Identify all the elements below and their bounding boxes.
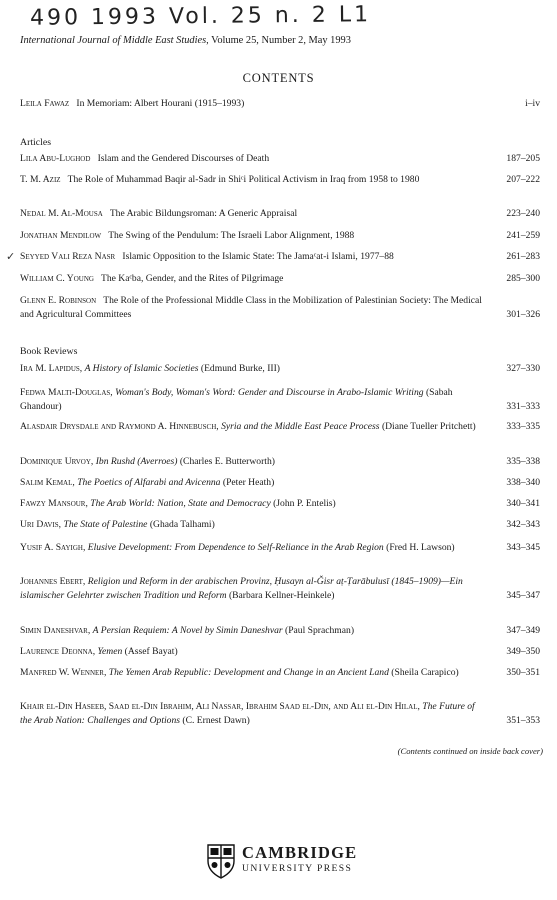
review-author: Khair el-Din Haseeb, Saad el-Din Ibrahim, Ali Nassar, Ibrahim Saad el-Din, and Ali el-Din Hilal, [20,701,420,712]
entry-pages: 345–347 [506,590,540,602]
shield-icon [206,843,236,879]
entry-text [20,420,540,434]
reviewer-name: (John P. Entelis) [273,498,336,509]
entry-pages: 187–205 [506,153,540,164]
entry-pages: 335–338 [506,456,540,467]
article-entry [20,229,540,243]
review-entry [20,624,540,638]
journal-name: International Journal of Middle East Studies, [20,35,209,46]
reviewer-name: (Assef Bayat) [124,646,178,657]
publisher-name: CAMBRIDGE [242,843,358,862]
entry-text [20,229,540,243]
article-entry [20,173,540,187]
entry-author: Nedal M. Al-Mousa [20,208,103,219]
review-entry [20,700,540,729]
review-book-title: A History of Islamic Societies [84,363,199,374]
entry-text [20,624,540,638]
reviewer-name: (Paul Sprachman) [285,625,355,636]
review-book-title: Syria and the Middle East Peace Process [221,421,380,432]
entry-text [20,272,540,286]
entry-text [20,250,540,264]
entry-author: Leila Fawaz [20,98,70,109]
reviewer-name: (Barbara Kellner-Heinkele) [228,590,335,602]
entry-text [20,152,540,166]
review-author: Uri Davis, [20,519,62,530]
entry-text [20,173,540,187]
article-entry [20,272,540,286]
entry-pages: 333–335 [506,421,540,432]
entry-title: Islam and the Gendered Discourses of Death [97,153,270,164]
review-book-title: The Future of the Arab Nation: Challenges and Options [20,701,475,727]
entry-author: Jonathan Mendilow [20,230,102,241]
entry-text [20,541,540,555]
reviewer-name: (Fred H. Lawson) [386,542,455,553]
entry-pages: 241–259 [506,230,540,241]
entry-pages: 327–330 [506,363,540,374]
handwritten-call-number: 490 1993 Vol. 25 n. 2 L1 [29,2,372,31]
entry-pages: 347–349 [506,625,540,636]
entry-text [20,455,540,469]
review-entry [20,645,540,659]
review-book-title: The State of Palestine [63,519,148,530]
entry-text [20,666,540,680]
memoriam-entry [20,97,540,111]
entry-pages: 223–240 [506,208,540,219]
review-book-title: Elusive Development: From Dependence to Self-Reliance in the Arab Region [87,542,384,553]
reviewer-name: (Diane Tueller Pritchett) [381,421,476,432]
entry-title: The Swing of the Pendulum: The Israeli Labor Alignment, 1988 [108,230,355,241]
review-entry [20,541,540,555]
review-entry [20,455,540,469]
review-book-title: Yemen [97,646,123,657]
journal-citation [20,35,351,46]
review-entry [20,497,540,511]
article-entry [20,294,540,323]
entry-pages: 331–333 [506,401,540,413]
reviewer-name: (Charles E. Butterworth) [179,456,275,467]
entry-text [20,645,540,659]
entry-pages: 350–351 [506,667,540,678]
reviewer-name: (Peter Heath) [222,477,275,488]
entry-title: The Role of Muhammad Baqir al-Sadr in Shiᶜi Political Activism in Iraq from 1958 to 1980 [67,174,420,185]
entry-text [20,518,540,532]
entry-pages: 207–222 [506,174,540,185]
review-entry [20,518,540,532]
journal-issue: Volume 25, Number 2, May 1993 [208,35,351,46]
entry-pages: 338–340 [506,477,540,488]
review-author: Ira M. Lapidus, [20,363,83,374]
review-entry [20,362,540,376]
review-book-title: Religion und Reform in der arabischen Provinz, Ḥusayn al-Ǧisr aṭ-Ṭarābulusī (1845–1909)—Ein islamischer Gelehrter zwischen Tradition und Reform [20,576,463,602]
article-entry [20,207,540,221]
entry-author: Lila Abu-Lughod [20,153,91,164]
check-mark: ✓ [6,250,16,263]
articles-heading: Articles [20,137,52,148]
review-author: Laurence Deonna, [20,646,96,657]
publisher-subtitle: UNIVERSITY PRESS [242,863,353,874]
entry-text [20,700,540,729]
article-entry [20,250,540,264]
entry-author: Seyyed Vali Reza Nasr [20,251,116,262]
review-author: Fedwa Malti-Douglas, [20,387,113,398]
review-book-title: The Arab World: Nation, State and Democracy [90,498,271,509]
entry-pages: 342–343 [506,519,540,530]
entry-pages: 285–300 [506,273,540,284]
entry-pages: 261–283 [506,251,540,262]
reviews-heading: Book Reviews [20,346,78,357]
entry-title: The Kaᶜba, Gender, and the Rites of Pilgrimage [100,273,284,284]
review-author: Alasdair Drysdale and Raymond A. Hinnebusch, [20,421,219,432]
entry-pages: 340–341 [506,498,540,509]
entry-title: The Arabic Bildungsroman: A Generic Appraisal [109,208,298,219]
entry-author: William C. Young [20,273,94,284]
entry-text [20,575,540,604]
review-book-title: The Yemen Arab Republic: Development and Change in an Ancient Land [108,667,389,678]
review-author: Simin Daneshvar, [20,625,91,636]
entry-pages: 351–353 [506,715,540,727]
entry-text [20,386,540,415]
review-book-title: Woman's Body, Woman's Word: Gender and Discourse in Arabo-Islamic Writing [115,387,424,398]
entry-pages: 349–350 [506,646,540,657]
review-author: Fawzy Mansour, [20,498,88,509]
entry-text [20,497,540,511]
entry-pages: i–iv [525,98,540,109]
entry-author: T. M. Aziz [20,174,61,185]
entry-text [20,294,540,323]
review-author: Johannes Ebert, [20,576,86,587]
contents-heading: CONTENTS [242,71,315,85]
cambridge-logo [206,843,366,883]
review-entry [20,575,540,604]
article-entry [20,152,540,166]
review-book-title: A Persian Requiem: A Novel by Simin Daneshvar [92,625,283,636]
review-author: Salim Kemal, [20,477,75,488]
review-entry [20,476,540,490]
reviewer-name: (C. Ernest Dawn) [182,715,250,727]
entry-text [20,207,540,221]
reviewer-name: (Edmund Burke, III) [200,363,281,374]
reviewer-name: (Ghada Talhami) [149,519,215,530]
entry-pages: 301–326 [506,309,540,321]
review-entry [20,420,540,434]
review-author: Manfred W. Wenner, [20,667,107,678]
entry-title: The Role of the Professional Middle Class in the Mobilization of Palestinian Society: The Medical and Agricultural Committees [20,295,482,321]
review-entry [20,386,540,415]
entry-author: Glenn E. Robinson [20,295,97,306]
reviewer-name: (Sabah Ghandour) [20,387,453,413]
review-author: Yusif A. Sayigh, [20,542,86,553]
review-book-title: The Poetics of Alfarabi and Avicenna [77,477,221,488]
entry-text [20,476,540,490]
review-entry [20,666,540,680]
entry-text [20,362,540,376]
review-author: Dominique Urvoy, [20,456,94,467]
continued-note: (Contents continued on inside back cover) [397,746,543,756]
reviewer-name: (Sheila Carapico) [391,667,459,678]
review-book-title: Ibn Rushd (Averroes) [95,456,178,467]
entry-pages: 343–345 [506,542,540,553]
entry-title: Islamic Opposition to the Islamic State: The Jamaᶜat-i Islami, 1977–88 [122,251,394,262]
entry-title: In Memoriam: Albert Hourani (1915–1993) [76,98,245,109]
